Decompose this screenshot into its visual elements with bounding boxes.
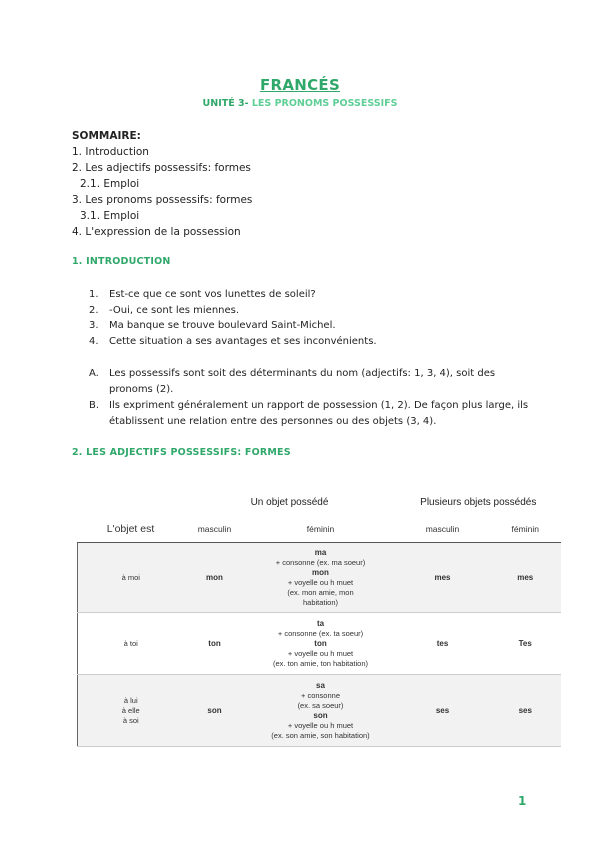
form-text: sa (316, 680, 325, 690)
list-text: Les possessifs sont soit des déterminants du nom (adjectifs: 1, 3, 4), soit des pronoms (2). (109, 368, 496, 395)
cell-fem-pl (490, 613, 562, 675)
rule-text: (ex. son amie, son habitation) (271, 730, 370, 740)
cell-masc (184, 543, 246, 613)
rule-text: + consonne (ex. ma soeur) (275, 557, 366, 567)
subtitle-topic: LES PRONOMS POSSESSIFS (251, 98, 398, 109)
list-number: 4. (89, 335, 99, 347)
group-single: Un objet possédé (250, 496, 329, 508)
summary-heading: SOMMAIRE: (72, 130, 141, 142)
cell-fem (246, 675, 396, 747)
cell-fem-pl (490, 543, 562, 613)
summary-item: 3.1. Emploi (80, 210, 140, 222)
list-text: Ils expriment généralement un rapport de possession (1, 2). De façon plus large, ils établissent une relation entre des personnes ou des objets (3, 4). (109, 400, 529, 427)
list-item (89, 398, 529, 429)
list-letter: B. (89, 400, 100, 411)
form-text: mon (312, 567, 329, 577)
col-fem: féminin (246, 516, 396, 543)
cell-fem (246, 543, 396, 613)
cell-masc-pl (396, 675, 490, 747)
document-title: FRANCÉS (259, 76, 341, 94)
list-number: 2. (89, 304, 99, 316)
form-text: son (207, 706, 222, 715)
col-fem-pl: féminin (490, 516, 562, 543)
list-text: Ma banque se trouve boulevard Saint-Michel. (109, 320, 336, 331)
col-masc: masculin (184, 516, 246, 543)
col-masc-pl: masculin (396, 516, 490, 543)
cell-masc (184, 613, 246, 675)
document-subtitle (0, 98, 600, 109)
list-item (89, 318, 377, 334)
cell-masc-pl (396, 613, 490, 675)
rule-text: (ex. mon amie, mon (287, 587, 354, 597)
cell-person: à moi (78, 543, 184, 613)
rule-text: + voyelle ou h muet (287, 720, 354, 730)
summary (72, 128, 252, 240)
summary-item: 4. L'expression de la possession (72, 226, 241, 238)
cell-person (78, 675, 184, 747)
list-item (89, 287, 377, 303)
cell-masc-pl (396, 543, 490, 613)
table-row (78, 675, 562, 747)
rule-text: (ex. ton amie, ton habitation) (272, 658, 369, 668)
form-text: mes (434, 573, 451, 582)
form-text: son (313, 710, 328, 720)
summary-item: 1. Introduction (72, 146, 149, 158)
table-row (78, 543, 562, 613)
person-text: à elle (121, 705, 140, 715)
list-text: Cette situation a ses avantages et ses inconvénients. (109, 335, 377, 347)
form-text: ton (314, 638, 327, 648)
rule-text: + consonne (301, 690, 340, 700)
rule-text: (ex. sa soeur) (297, 700, 344, 710)
section-heading-introduction: 1. INTRODUCTION (72, 256, 171, 267)
page-number: 1 (518, 794, 527, 808)
cell-fem-pl (490, 675, 562, 747)
example-list (89, 287, 377, 349)
table-group-header (78, 488, 562, 516)
form-text: ses (518, 706, 532, 715)
summary-item: 2. Les adjectifs possessifs: formes (72, 162, 251, 174)
table-header-row (78, 516, 562, 543)
list-text: Est-ce que ce sont vos lunettes de soleil? (109, 289, 316, 300)
summary-item: 3. Les pronoms possessifs: formes (72, 194, 253, 206)
list-letter: A. (89, 368, 99, 379)
form-text: ton (208, 639, 221, 648)
subtitle-unit: UNITÉ 3- (202, 98, 249, 109)
rule-text: habitation) (302, 597, 339, 607)
person-text: à lui (123, 695, 138, 705)
group-plural: Plusieurs objets possédés (420, 496, 537, 508)
form-text: mes (517, 573, 534, 582)
cell-masc (184, 675, 246, 747)
person-text: à soi (122, 715, 139, 725)
list-item (89, 303, 377, 319)
table-row (78, 613, 562, 675)
list-number: 3. (89, 320, 99, 331)
list-item (89, 366, 529, 397)
form-text: tes (436, 639, 449, 648)
list-item (89, 334, 377, 350)
section-heading-adjectifs: 2. LES ADJECTIFS POSSESSIFS: FORMES (72, 447, 291, 458)
possessive-adjectives-table (77, 488, 561, 747)
rule-text: + consonne (ex. ta soeur) (277, 628, 364, 638)
col-object: L'objet est (78, 516, 184, 543)
list-text: -Oui, ce sont les miennes. (109, 304, 240, 316)
form-text: ma (314, 547, 327, 557)
form-text: mon (206, 573, 223, 582)
cell-person: à toi (78, 613, 184, 675)
summary-item: 2.1. Emploi (80, 178, 140, 190)
form-text: ses (435, 706, 450, 715)
notes-list (89, 366, 529, 430)
cell-fem (246, 613, 396, 675)
rule-text: + voyelle ou h muet (287, 577, 354, 587)
form-text: ta (316, 618, 325, 628)
form-text: Tes (518, 639, 532, 648)
rule-text: + voyelle ou h muet (287, 648, 354, 658)
list-number: 1. (89, 289, 99, 300)
